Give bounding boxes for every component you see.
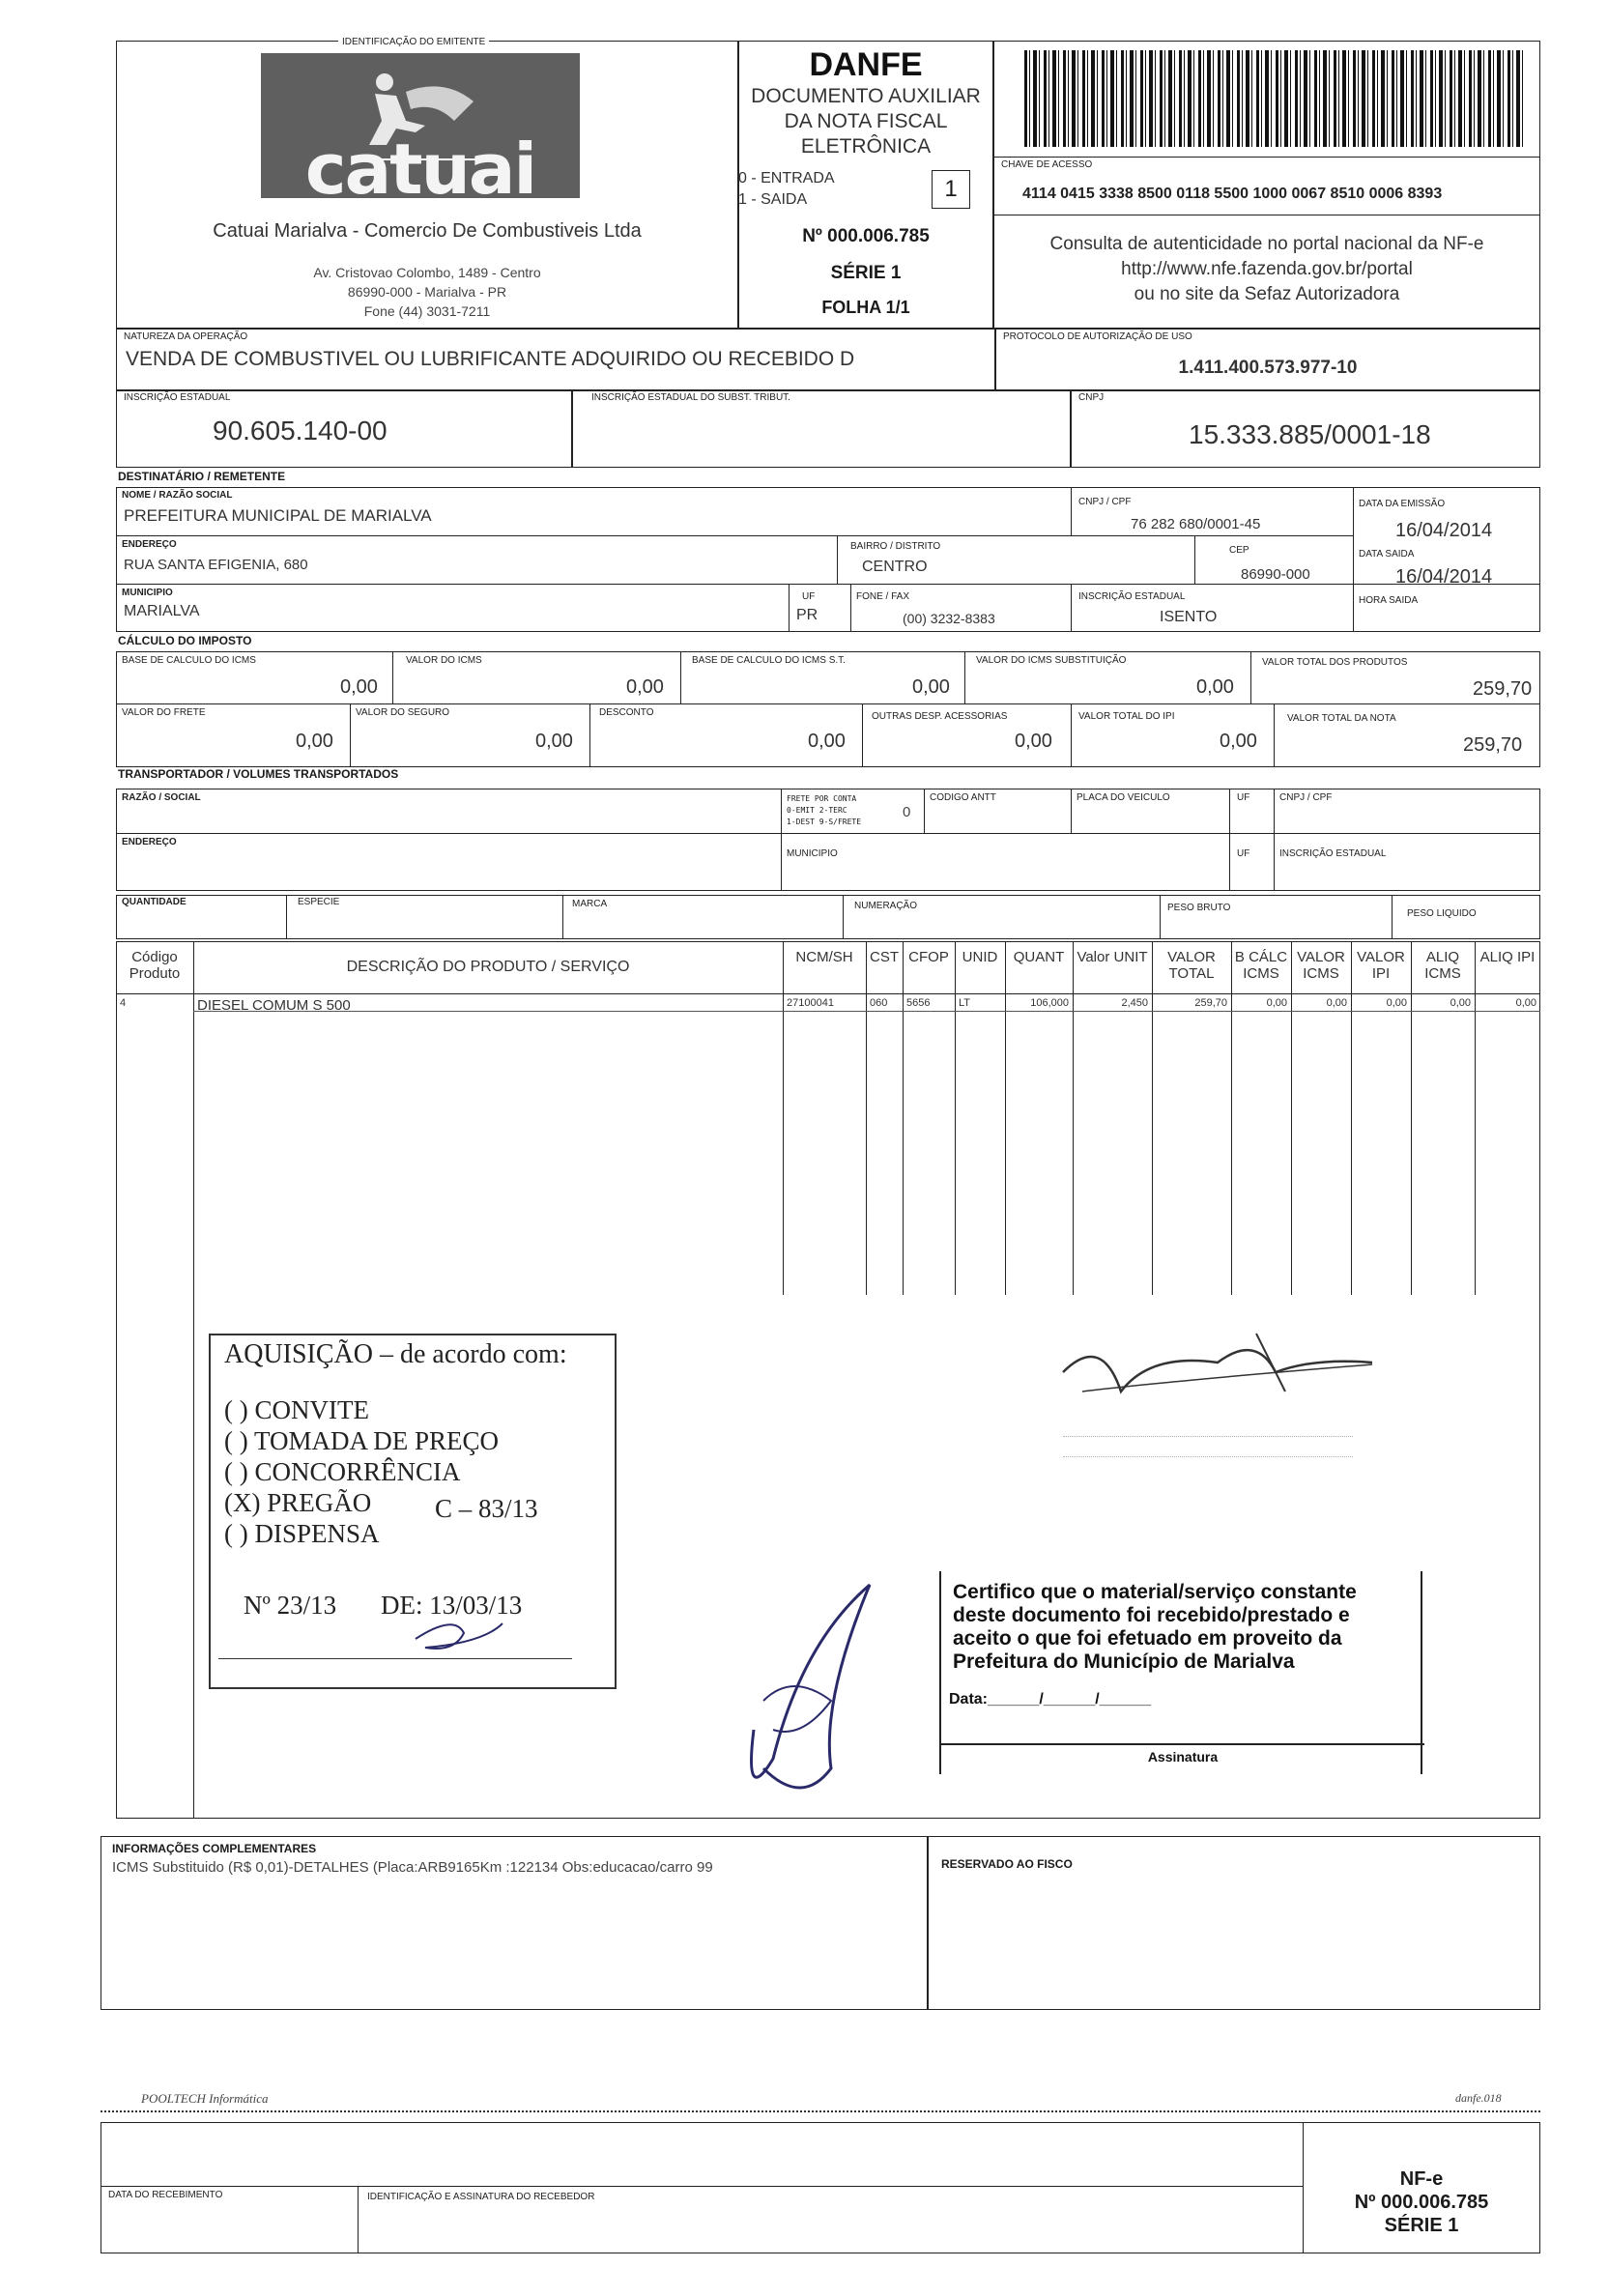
endereco-label: ENDEREÇO <box>122 539 177 550</box>
cnpj-value: 15.333.885/0001-18 <box>1189 419 1431 449</box>
uf-label: UF <box>802 591 816 602</box>
col-header-cfop: CFOP <box>908 949 949 965</box>
frete-label: VALOR DO FRETE <box>122 707 206 718</box>
municipio-value: MARIALVA <box>124 603 200 619</box>
chave-value: 4114 0415 3338 8500 0118 5500 1000 0067 8510 0006 8393 <box>1022 186 1443 202</box>
seguro-value: 0,00 <box>535 731 573 752</box>
saida-value: 16/04/2014 <box>1395 566 1493 588</box>
valor-icms-st-label: VALOR DO ICMS SUBSTITUIÇÃO <box>976 655 1127 666</box>
emitente-name: Catuai Marialva - Comercio De Combustiveis Ltda <box>213 220 642 242</box>
logo-text: catuai <box>304 129 536 210</box>
antt-label: CODIGO ANTT <box>930 792 996 803</box>
aquisicao-numero: Nº 23/13 <box>244 1591 337 1620</box>
base-icms-st-value: 0,00 <box>912 676 950 698</box>
emissao-value: 16/04/2014 <box>1395 520 1493 541</box>
info-value: ICMS Substituido (R$ 0,01)-DETALHES (Placa:ARB9165Km :122134 Obs:educacao/carro 99 <box>112 1859 713 1876</box>
cell-valor-total: 259,70 <box>1194 997 1227 1009</box>
cell-valor-ipi: 0,00 <box>1386 997 1407 1009</box>
base-icms-label: BASE DE CALCULO DO ICMS <box>122 655 256 666</box>
danfe-numero: Nº 000.006.785 <box>802 226 930 246</box>
protocolo-label: PROTOCOLO DE AUTORIZAÇÃO DE USO <box>1003 331 1192 342</box>
consulta-line-2: http://www.nfe.fazenda.gov.br/portal <box>1121 259 1413 279</box>
col-header-valor-total: VALOR TOTAL <box>1167 949 1216 982</box>
cell-codigo: 4 <box>120 997 127 1009</box>
opcao-concorrencia: ( ) CONCORRÊNCIA <box>224 1457 461 1486</box>
transp-municipio-label: MUNICIPIO <box>787 848 838 859</box>
opcao-tomada-preco: ( ) TOMADA DE PREÇO <box>224 1426 500 1455</box>
municipio-label: MUNICIPIO <box>122 588 173 598</box>
software-footer: POOLTECH Informática <box>141 2091 269 2106</box>
dest-cnpj-label: CNPJ / CPF <box>1078 497 1132 507</box>
ie-st-label: INSCRIÇÃO ESTADUAL DO SUBST. TRIBUT. <box>591 392 790 403</box>
danfe-entrada: 0 - ENTRADA <box>738 170 835 187</box>
fisco-label: RESERVADO AO FISCO <box>941 1857 1073 1871</box>
uf-value: PR <box>796 607 818 623</box>
ie-value: 90.605.140-00 <box>213 416 388 445</box>
frete-conta-label-3: 1-DEST 9-S/FRETE <box>787 818 862 826</box>
consulta-line-1: Consulta de autenticidade no portal nacional da NF-e <box>1049 234 1484 254</box>
col-header-aliq-icms: ALIQ ICMS <box>1424 949 1461 982</box>
cell-descricao: DIESEL COMUM S 500 <box>197 997 351 1014</box>
nome-label: NOME / RAZÃO SOCIAL <box>122 490 233 501</box>
danfe-serie: SÉRIE 1 <box>830 263 902 283</box>
data-recebimento-label: DATA DO RECEBIMENTO <box>108 2190 223 2200</box>
certifico-line-2: deste documento foi recebido/prestado e <box>953 1604 1350 1626</box>
outras-label: OUTRAS DESP. ACESSORIAS <box>872 711 1008 722</box>
signature-stamp-text <box>1063 1421 1353 1478</box>
opcao-convite: ( ) CONVITE <box>224 1395 369 1424</box>
fone-label: FONE / FAX <box>856 591 910 602</box>
barcode <box>1024 50 1527 147</box>
outras-value: 0,00 <box>1015 731 1052 752</box>
numeracao-label: NUMERAÇÃO <box>854 901 918 911</box>
col-header-descricao: DESCRIÇÃO DO PRODUTO / SERVIÇO <box>346 959 630 975</box>
certifico-line-1: Certifico que o material/serviço constante <box>953 1581 1357 1603</box>
transp-cnpj-label: CNPJ / CPF <box>1279 792 1333 803</box>
certifico-assinatura: Assinatura <box>1147 1749 1219 1765</box>
razao-label: RAZÃO / SOCIAL <box>122 792 201 803</box>
danfe-subtitle-3: ELETRÔNICA <box>800 135 932 158</box>
col-header-cst: CST <box>870 949 899 965</box>
canhoto-nfe: NF-e <box>1399 2168 1444 2190</box>
company-logo <box>261 53 580 210</box>
bairro-value: CENTRO <box>862 559 928 575</box>
desconto-value: 0,00 <box>808 731 846 752</box>
aquisicao-title: AQUISIÇÃO – de acordo com: <box>224 1339 567 1369</box>
endereco-value: RUA SANTA EFIGENIA, 680 <box>124 557 308 573</box>
cut-line <box>100 2110 1540 2112</box>
ie-label: INSCRIÇÃO ESTADUAL <box>124 392 231 403</box>
canhoto-numero: Nº 000.006.785 <box>1354 2192 1489 2213</box>
cep-label: CEP <box>1229 545 1249 556</box>
cell-aliq-icms: 0,00 <box>1450 997 1471 1009</box>
natureza-value: VENDA DE COMBUSTIVEL OU LUBRIFICANTE ADQUIRIDO OU RECEBIDO D <box>126 348 855 370</box>
cell-ncm: 27100041 <box>787 997 834 1009</box>
base-icms-st-label: BASE DE CALCULO DO ICMS S.T. <box>692 655 846 666</box>
transportador-box <box>116 789 1540 891</box>
transp-endereco-label: ENDEREÇO <box>122 837 177 847</box>
col-header-aliq-ipi: ALIQ IPI <box>1479 949 1536 965</box>
cell-bc-icms: 0,00 <box>1266 997 1287 1009</box>
form-code: danfe.018 <box>1455 2091 1502 2105</box>
transp-uf2-label: UF <box>1237 848 1250 859</box>
dest-ie-value: ISENTO <box>1160 609 1218 625</box>
total-ipi-label: VALOR TOTAL DO IPI <box>1078 711 1175 722</box>
col-header-bc-icms: B CÁLC ICMS <box>1234 949 1288 982</box>
placa-label: PLACA DO VEICULO <box>1077 792 1170 803</box>
emitente-section-label: IDENTIFICAÇÃO DO EMITENTE <box>338 37 489 47</box>
col-header-valor-ipi: VALOR IPI <box>1357 949 1405 982</box>
transp-uf-label: UF <box>1237 792 1250 803</box>
transportador-section: TRANSPORTADOR / VOLUMES TRANSPORTADOS <box>118 767 399 781</box>
nome-value: PREFEITURA MUNICIPAL DE MARIALVA <box>124 506 432 525</box>
cell-cfop: 5656 <box>906 997 931 1009</box>
aquisicao-data: DE: 13/03/13 <box>381 1591 523 1620</box>
danfe-subtitle-1: DOCUMENTO AUXILIAR <box>751 85 981 107</box>
valor-icms-label: VALOR DO ICMS <box>406 655 482 666</box>
col-header-unid: UNID <box>962 949 998 965</box>
cell-cst: 060 <box>870 997 888 1009</box>
natureza-label: NATUREZA DA OPERAÇÃO <box>124 331 248 342</box>
valor-icms-value: 0,00 <box>626 676 664 698</box>
danfe-saida: 1 - SAIDA <box>738 191 808 208</box>
opcao-pregao: (X) PREGÃO <box>224 1488 372 1517</box>
base-icms-value: 0,00 <box>340 676 378 698</box>
col-header-ncm: NCM/SH <box>795 949 853 965</box>
cep-value: 86990-000 <box>1241 566 1310 583</box>
total-ipi-value: 0,00 <box>1220 731 1257 752</box>
consulta-line-3: ou no site da Sefaz Autorizadora <box>1134 284 1400 304</box>
cell-quant: 106,000 <box>1030 997 1069 1009</box>
dest-cnpj-value: 76 282 680/0001-45 <box>1131 516 1261 532</box>
hora-label: HORA SAIDA <box>1359 595 1419 606</box>
info-label: INFORMAÇÕES COMPLEMENTARES <box>112 1842 317 1855</box>
frete-value: 0,00 <box>296 731 333 752</box>
col-header-quant: QUANT <box>1013 949 1065 965</box>
danfe-subtitle-2: DA NOTA FISCAL <box>784 110 948 132</box>
frete-conta-label-2: 0-EMIT 2-TERC <box>787 806 847 815</box>
identificacao-recebedor-label: IDENTIFICAÇÃO E ASSINATURA DO RECEBEDOR <box>367 2192 595 2202</box>
cnpj-label: CNPJ <box>1078 392 1105 403</box>
pregao-code: C – 83/13 <box>435 1494 538 1523</box>
col-header-valor-icms: VALOR ICMS <box>1297 949 1345 982</box>
certifico-data: Data:______/______/______ <box>949 1691 1152 1708</box>
dest-ie-label: INSCRIÇÃO ESTADUAL <box>1078 591 1186 602</box>
canhoto-serie: SÉRIE 1 <box>1384 2215 1459 2236</box>
emitente-address: Av. Cristovao Colombo, 1489 - Centro <box>313 265 541 280</box>
desconto-label: DESCONTO <box>599 707 654 718</box>
valor-icms-st-value: 0,00 <box>1196 676 1234 698</box>
chave-label: CHAVE DE ACESSO <box>1001 159 1093 170</box>
emissao-label: DATA DA EMISSÃO <box>1359 499 1446 509</box>
seguro-label: VALOR DO SEGURO <box>356 707 450 718</box>
danfe-folha: FOLHA 1/1 <box>821 298 910 317</box>
frete-conta-value: 0 <box>903 804 911 820</box>
emitente-city: 86990-000 - Marialva - PR <box>347 284 507 300</box>
col-header-valor-unit: Valor UNIT <box>1077 949 1148 965</box>
danfe-tipo-box: 1 <box>932 170 970 209</box>
bairro-label: BAIRRO / DISTRITO <box>850 541 941 552</box>
saida-label: DATA SAIDA <box>1359 549 1415 560</box>
protocolo-value: 1.411.400.573.977-10 <box>1178 358 1358 378</box>
danfe-title: DANFE <box>809 46 923 83</box>
frete-conta-label-1: FRETE POR CONTA <box>787 794 857 803</box>
col-header-codigo: Código Produto <box>129 949 181 982</box>
fone-value: (00) 3232-8383 <box>903 611 995 626</box>
cell-valor-unit: 2,450 <box>1121 997 1148 1009</box>
cell-valor-icms: 0,00 <box>1326 997 1347 1009</box>
cell-aliq-ipi: 0,00 <box>1515 997 1536 1009</box>
certifico-line-3: aceito o que foi efetuado em proveito da <box>953 1627 1342 1650</box>
emitente-phone: Fone (44) 3031-7211 <box>363 303 491 319</box>
destinatario-section: DESTINATÁRIO / REMETENTE <box>118 470 286 483</box>
total-nota-label: VALOR TOTAL DA NOTA <box>1287 713 1396 724</box>
quantidade-label: QUANTIDADE <box>122 897 187 907</box>
certifico-stamp <box>939 1571 1422 1774</box>
peso-bruto-label: PESO BRUTO <box>1167 903 1231 913</box>
cell-unid: LT <box>959 997 971 1009</box>
total-produtos-label: VALOR TOTAL DOS PRODUTOS <box>1262 657 1408 668</box>
marca-label: MARCA <box>572 899 608 909</box>
total-produtos-value: 259,70 <box>1473 678 1533 700</box>
especie-label: ESPECIE <box>298 897 340 907</box>
certifico-line-4: Prefeitura do Município de Marialva <box>953 1650 1295 1673</box>
peso-liquido-label: PESO LIQUIDO <box>1407 908 1477 919</box>
transp-ie-label: INSCRIÇÃO ESTADUAL <box>1279 848 1387 859</box>
opcao-dispensa: ( ) DISPENSA <box>224 1519 380 1548</box>
imposto-section: CÁLCULO DO IMPOSTO <box>118 634 252 647</box>
total-nota-value: 259,70 <box>1463 734 1523 756</box>
